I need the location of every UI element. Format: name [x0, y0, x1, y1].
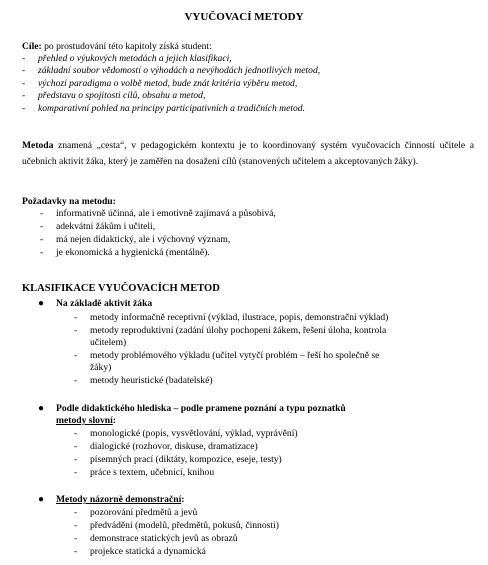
group-item: dialogické (rozhovor, diskuse, dramatizace) [90, 441, 258, 452]
group-subheading-text: metody slovní [56, 415, 113, 426]
dash-marker: - [22, 65, 26, 76]
group-item-continued: učitelem) [90, 337, 127, 348]
goals-intro: po prostudování této kapitoly získá student: [41, 41, 212, 52]
dash-marker: - [74, 312, 78, 323]
dash-marker: - [74, 375, 78, 386]
group-item: pozorování předmětů a jevů [90, 507, 198, 518]
method-text: znamená „cesta“, v pedagogickém kontextu je to koordinovaný systém vyučovacích činností učitele a učebních aktivit žáka, který je zaměřen na dosažení cílů (stanovených učitelem a akceptovaných žáky). [22, 140, 474, 167]
group-item: metody problémového výkladu (učitel vytyčí problém – řeší ho společně se [90, 350, 380, 361]
goals-intro-line [22, 41, 212, 52]
dash-marker: - [40, 208, 44, 219]
goal-item: komparativní pohled na principy participativních a tradičních metod. [38, 103, 305, 114]
group-item: demonstrace statických jevů as obrazů [90, 533, 238, 544]
group-item-continued: žáky) [90, 362, 112, 373]
dash-marker: - [22, 90, 26, 101]
dash-marker: - [74, 533, 78, 544]
dash-marker: - [22, 53, 26, 64]
group-heading: Na základě aktivit žáka [56, 298, 153, 309]
dash-marker: - [74, 441, 78, 452]
dash-marker: - [74, 546, 78, 557]
group-item: metody heuristické (badatelské) [90, 375, 213, 386]
group-item: metody reproduktivní (zadání úlohy pochopení žákem, řešení úloha, kontrola [90, 325, 387, 336]
dash-marker: - [74, 520, 78, 531]
dash-marker: - [22, 78, 26, 89]
dash-marker: - [74, 428, 78, 439]
method-label: Metoda [22, 140, 54, 151]
classification-heading: KLASIFIKACE VYUČOVACÍCH METOD [22, 283, 220, 294]
bullet-icon: ● [38, 403, 45, 414]
bullet-icon: ● [38, 494, 45, 505]
requirement-item: je ekonomická a hygienická (mentálně). [56, 247, 210, 258]
group-item: metody informačně receptivní (výklad, ilustrace, popis, demonstrační výklad) [90, 312, 389, 323]
dash-marker: - [74, 350, 78, 361]
group-subheading-colon: : [112, 415, 116, 426]
goal-item: výchozí paradigma o volbě metod, bude znát kritéria výběru metod, [38, 78, 298, 89]
goal-item: základní soubor vědomostí o výhodách a nevýhodách jednotlivých metod, [38, 65, 321, 76]
group-item: předvádění (modelů, předmětů, pokusů, činností) [90, 520, 279, 531]
requirement-item: informativně účinná, ale i emotivně zajímavá a působivá, [56, 208, 276, 219]
group-heading-text: Metody názorně demonstrační [56, 494, 182, 505]
goal-item: představu o spojitosti cílů, obsahu a metod, [38, 90, 206, 101]
group-item: projekce statická a dynamická [90, 546, 206, 557]
requirements-heading: Požadavky na metodu: [22, 196, 116, 207]
dash-marker: - [40, 247, 44, 258]
page-title: VYUČOVACÍ METODY [184, 11, 304, 23]
group-subheading [56, 415, 116, 426]
requirement-item: adekvátní žákům i učiteli, [56, 221, 156, 232]
dash-marker: - [74, 467, 78, 478]
method-definition [22, 138, 474, 170]
group-item: monologické (popis, vysvětlování, výklad, vyprávění) [90, 428, 298, 439]
group-item: práce s textem, učebnicí, knihou [90, 467, 215, 478]
group-heading: Podle didaktického hlediska – podle pramene poznání a typu poznatků [56, 403, 346, 414]
dash-marker: - [40, 234, 44, 245]
dash-marker: - [40, 221, 44, 232]
goal-item: přehled o výukových metodách a jejich klasifikaci, [38, 53, 232, 64]
dash-marker: - [74, 507, 78, 518]
group-item: písemných prací (diktáty, kompozice, eseje, testy) [90, 454, 282, 465]
goals-label: Cíle: [22, 41, 42, 52]
dash-marker: - [22, 103, 26, 114]
bullet-icon: ● [38, 298, 45, 309]
dash-marker: - [74, 325, 78, 336]
group-heading-colon: : [181, 494, 185, 505]
dash-marker: - [74, 454, 78, 465]
requirement-item: má nejen didaktický, ale i výchovný význam, [56, 234, 231, 245]
group-heading [56, 494, 184, 505]
